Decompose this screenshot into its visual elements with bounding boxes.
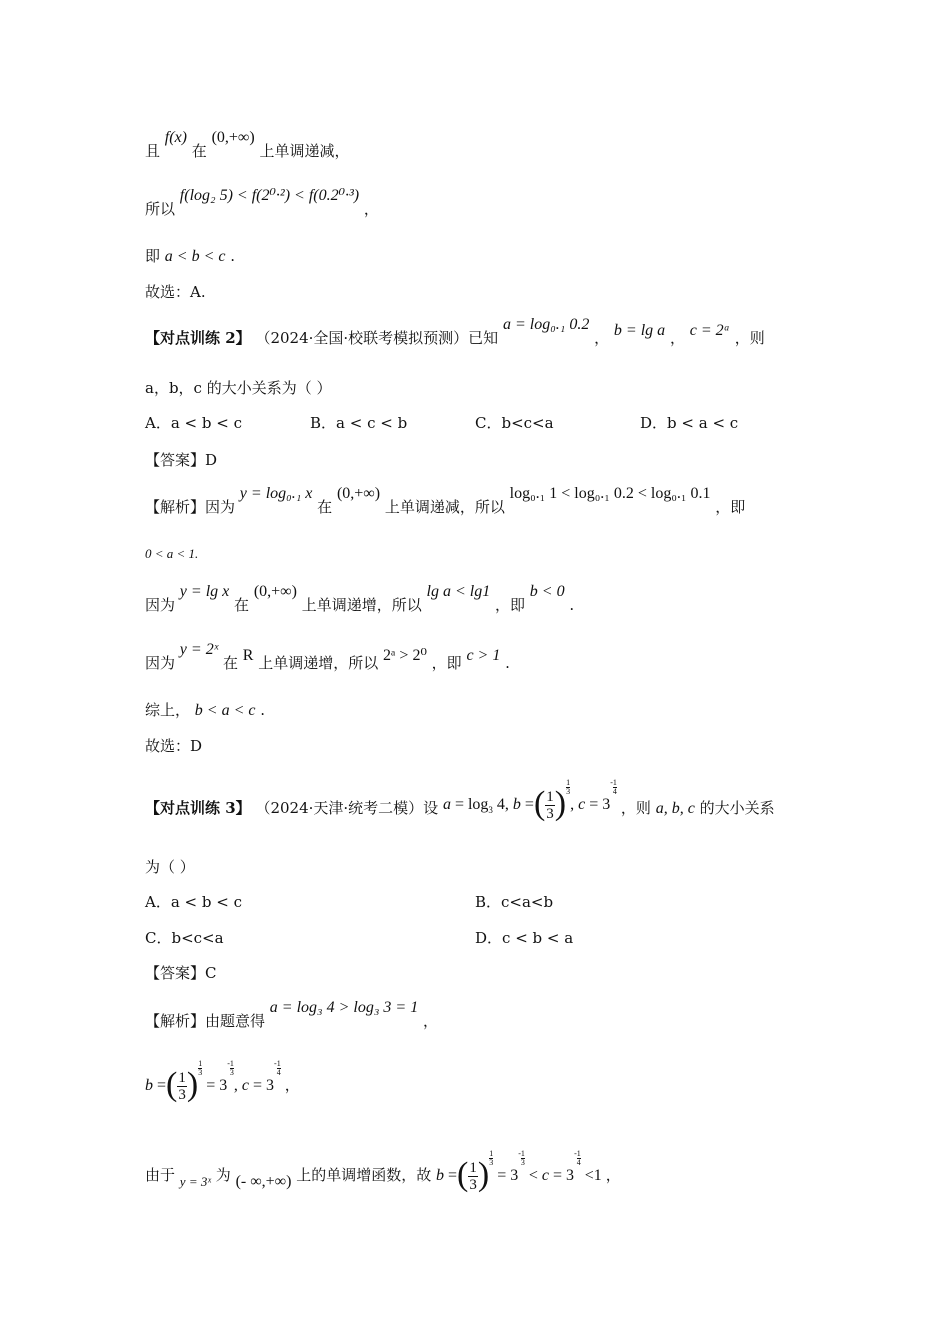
option-c: C．b<c<a: [145, 929, 224, 947]
math-expr: y = 2ˣ: [179, 641, 219, 658]
text: .: [230, 247, 236, 265]
text: 在: [191, 142, 207, 160]
math-expr: a < b < c: [164, 248, 226, 265]
answer: 【答案】D: [145, 451, 218, 469]
math-expr: y = log₀.₁ x: [239, 485, 313, 502]
option-d: D．c < b < a: [475, 929, 574, 947]
text-line: [145, 245, 235, 268]
text: 为: [215, 1166, 231, 1185]
math-expr: (0,+∞): [336, 485, 381, 502]
text: .: [260, 701, 266, 719]
math-expr: f(x): [164, 129, 187, 146]
text-line: [145, 281, 206, 303]
option-b: B．a < c < b: [310, 414, 408, 432]
text-line: [145, 129, 350, 163]
text: 在: [317, 498, 333, 516]
text: 上单调递减，: [259, 142, 350, 160]
text: 所以: [145, 200, 176, 218]
text: 故选：D: [145, 737, 203, 755]
option-a: A．a < b < c: [145, 414, 242, 432]
math-expr: a = log₃ 4 > log₃ 3 = 1: [269, 999, 419, 1016]
question-header: [145, 778, 775, 826]
question-label: 【对点训练 2】: [145, 329, 251, 347]
question-header: [145, 316, 765, 350]
math-expr: lg a < lg1: [426, 583, 491, 600]
text: 即: [145, 247, 161, 265]
answer-line: [145, 449, 217, 471]
text: 由于: [145, 1166, 176, 1185]
option-d: D．b < a < c: [640, 414, 739, 432]
text: 上单调递增，所以: [301, 596, 422, 614]
math-expr: b < 0: [529, 583, 565, 600]
text: ，即: [431, 654, 462, 672]
math-expr: (0,+∞): [211, 129, 255, 146]
text: ，: [363, 200, 379, 218]
solution-line: [145, 641, 510, 675]
text: 上单调递增，所以: [258, 654, 379, 672]
option-b: B．c<a<b: [475, 893, 554, 911]
math-expr: (- ∞,+∞): [235, 1173, 292, 1191]
answer: 【答案】C: [145, 964, 217, 982]
text: ，即: [715, 498, 746, 516]
solution-line: [145, 999, 438, 1033]
question-source: （2024·全国·校联考模拟预测）已知: [255, 329, 499, 347]
text: .: [569, 596, 575, 614]
math-expr: 2ᵃ > 2⁰: [383, 647, 427, 664]
math-expr: c > 1: [466, 647, 501, 664]
text: ，: [422, 1012, 438, 1030]
math-expr: y = 3ˣ: [179, 1174, 212, 1190]
math-expr: y = lg x: [179, 583, 230, 600]
math-expr: R: [242, 647, 254, 664]
text: 因为: [145, 654, 176, 672]
text: 【解析】由题意得: [145, 1012, 266, 1030]
text: ，: [605, 1166, 621, 1185]
text: 【解析】因为: [145, 498, 236, 516]
solution-line: [145, 1059, 300, 1103]
question-label: 【对点训练 3】: [145, 799, 251, 818]
math-expr: a = log₀.₁ 0.2: [502, 316, 590, 333]
text: ，: [669, 329, 685, 347]
text: 上单调递减，所以: [384, 498, 505, 516]
math-expr: (0,+∞): [253, 583, 297, 600]
text: 综上，: [145, 701, 191, 719]
text: 因为: [145, 596, 176, 614]
math-expr: $a = \log_3 4$, b =( $\frac{1}{3}$ ) $\frac{1}{3}$ , c = 3 - $\frac{1}{4}$: [442, 778, 617, 822]
text: 的大小关系: [699, 799, 775, 818]
solution-line: [145, 485, 746, 519]
option-c: C．b<c<a: [475, 414, 554, 432]
math-expr: b =( $\frac{1}{3}$ ) $\frac{1}{3}$ = 3 - $\frac{1}{3}$ , c = 3 - $\frac{1}{4}$: [145, 1059, 281, 1103]
question-source: （2024·天津·统考二模）设: [255, 799, 439, 818]
math-expr: 0 < a < 1.: [145, 546, 199, 561]
text: ，则: [620, 799, 651, 818]
text: .: [505, 654, 510, 672]
math-expr: log₀.₁ 1 < log₀.₁ 0.2 < log₀.₁ 0.1: [509, 485, 711, 502]
text: ，: [284, 1076, 300, 1095]
math-expr: a, b, c: [655, 800, 695, 818]
answer-line: [145, 962, 216, 984]
math-expr: b =( $\frac{1}{3}$ ) $\frac{1}{3}$ = 3 - $\frac{1}{3}$ < c = 3 - $\frac{1}{4}$ <1: [436, 1149, 606, 1193]
question-text: 为（ ）: [145, 858, 195, 876]
question-text: a，b，c 的大小关系为（ ）: [145, 379, 332, 397]
solution-line: [145, 583, 575, 617]
text: 上的单调增函数，故: [296, 1166, 432, 1185]
text: 故选：A.: [145, 283, 206, 301]
math-expr: b < a < c: [194, 702, 256, 719]
solution-line: [145, 542, 198, 565]
text-line: [145, 377, 331, 399]
math-expr: c = 2ᵃ: [689, 322, 731, 339]
solution-line: [145, 699, 265, 722]
solution-line: [145, 735, 202, 757]
text: 且: [145, 142, 161, 160]
text: 在: [234, 596, 250, 614]
solution-line: [145, 1149, 621, 1193]
option-a: A．a < b < c: [145, 893, 242, 911]
text: ，即: [494, 596, 525, 614]
text-line: [145, 187, 379, 221]
text: ，则: [734, 329, 765, 347]
text: 在: [223, 654, 239, 672]
text: ，: [594, 329, 610, 347]
math-expr: b = lg a: [613, 322, 666, 339]
math-expr: f(log₂ 5) < f(2⁰·²) < f(0.2⁰·³): [179, 187, 360, 204]
text-line: [145, 856, 195, 878]
